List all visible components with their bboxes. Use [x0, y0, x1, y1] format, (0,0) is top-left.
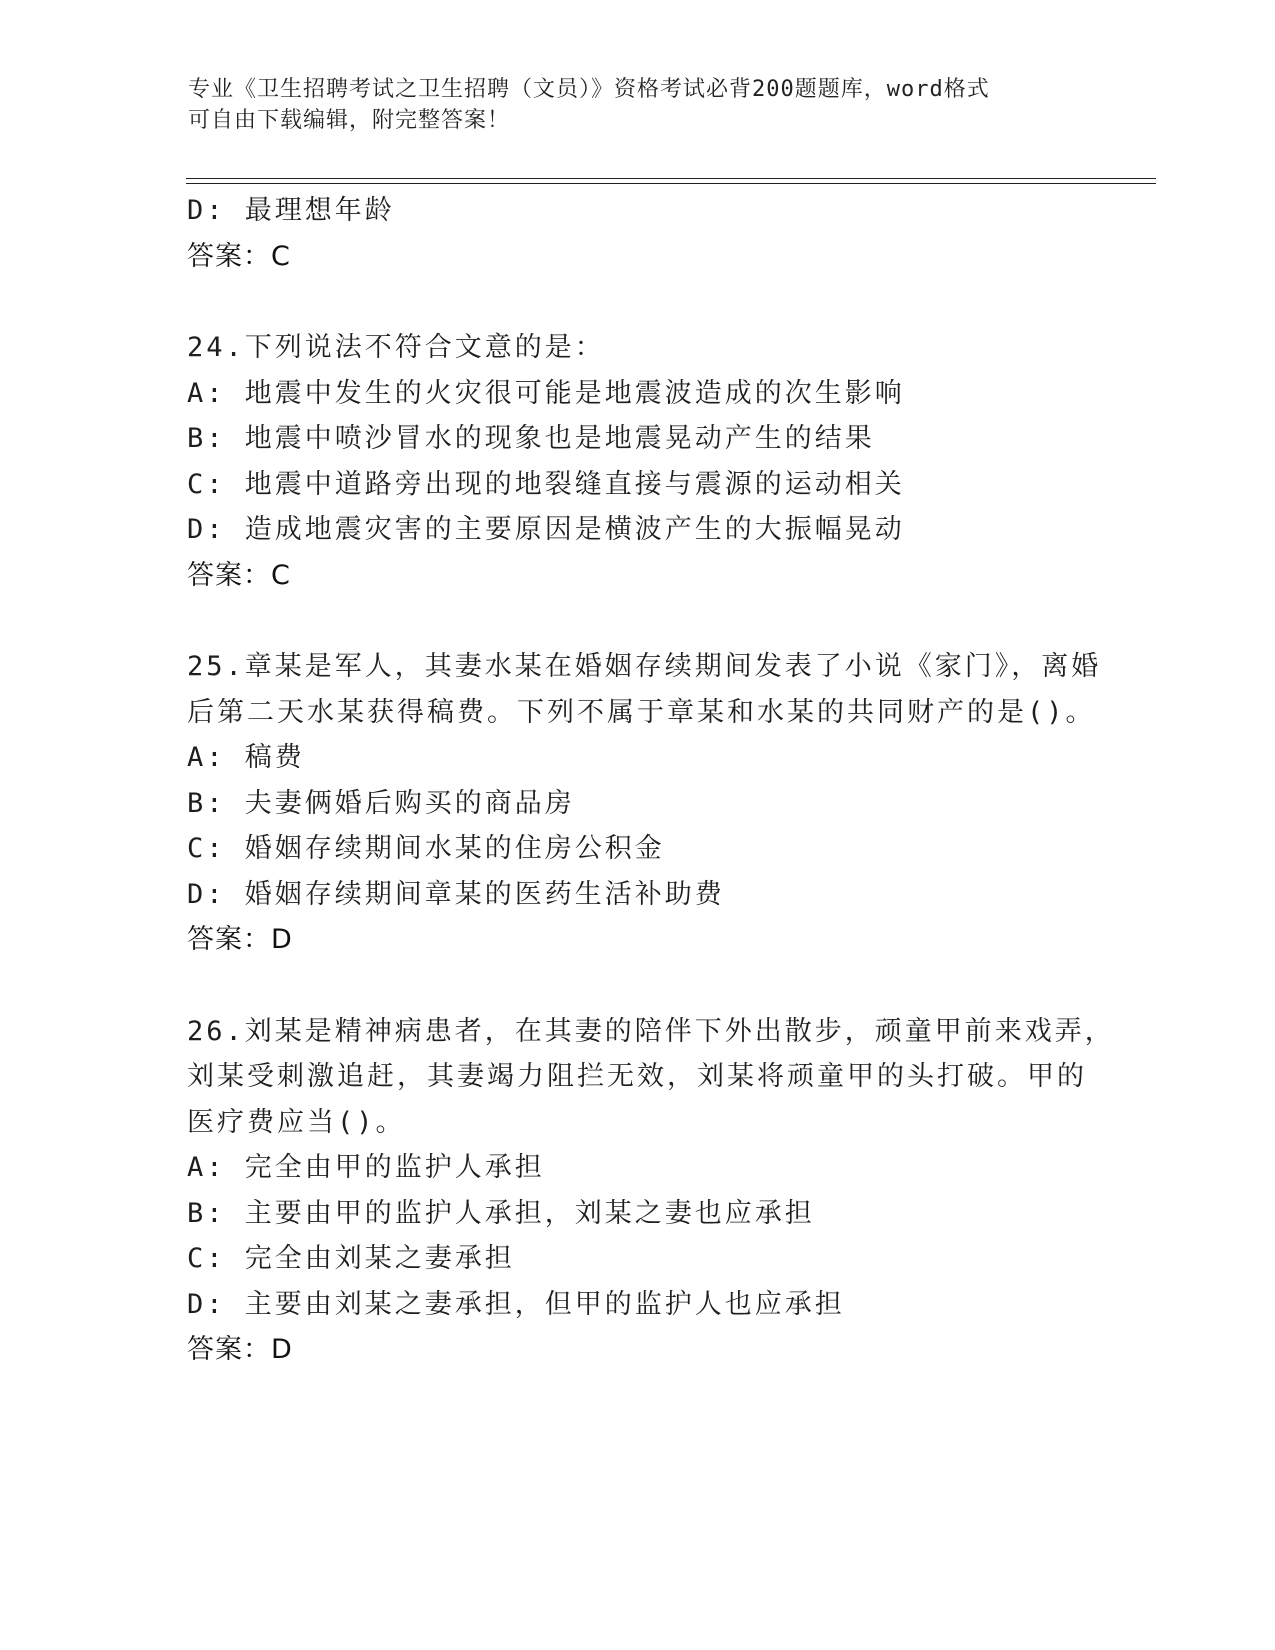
question-23-fragment — [187, 188, 1187, 279]
option-d: D: 造成地震灾害的主要原因是横波产生的大振幅晃动 — [187, 514, 905, 545]
header-line-2: 可自由下载编辑，附完整答案！ — [188, 108, 511, 133]
option-a: A: 稿费 — [187, 742, 305, 773]
header-rule-bottom — [186, 183, 1156, 184]
option-a: A: 地震中发生的火灾很可能是地震波造成的次生影响 — [187, 377, 905, 409]
question-stem-line-3: 医疗费应当()。 — [187, 1106, 406, 1138]
option-c: C: 婚姻存续期间水某的住房公积金 — [187, 833, 665, 864]
option-b: B: 主要由甲的监护人承担，刘某之妻也应承担 — [187, 1197, 815, 1229]
question-stem-line-2: 后第二天水某获得稿费。下列不属于章某和水某的共同财产的是()。 — [187, 696, 1096, 728]
spacer — [187, 963, 1187, 1009]
option-d: D: 婚姻存续期间章某的医药生活补助费 — [187, 878, 725, 910]
option-c: C: 地震中道路旁出现的地裂缝直接与震源的运动相关 — [187, 468, 905, 500]
answer-line: 答案：D — [187, 924, 293, 955]
option-c: C: 完全由刘某之妻承担 — [187, 1243, 515, 1274]
header-rule-top — [186, 178, 1156, 179]
option-a: A: 完全由甲的监护人承担 — [187, 1152, 545, 1183]
question-26 — [187, 1009, 1187, 1373]
question-stem-line-1: 26.刘某是精神病患者，在其妻的陪伴下外出散步，顽童甲前来戏弄， — [187, 1015, 1115, 1047]
document-header — [188, 74, 1088, 136]
option-b: B: 夫妻俩婚后购买的商品房 — [187, 787, 575, 819]
spacer — [187, 279, 1187, 325]
answer-line: 答案：C — [187, 559, 291, 591]
answer-line: 答案：D — [187, 1334, 293, 1365]
option-d: D: 主要由刘某之妻承担，但甲的监护人也应承担 — [187, 1288, 845, 1320]
option-b: B: 地震中喷沙冒水的现象也是地震晃动产生的结果 — [187, 423, 875, 454]
question-stem-line-2: 刘某受刺激追赶，其妻竭力阻拦无效，刘某将顽童甲的头打破。甲的 — [187, 1061, 1087, 1092]
question-24 — [187, 325, 1187, 598]
document-body — [187, 188, 1187, 1373]
question-stem: 24.下列说法不符合文意的是： — [187, 332, 605, 363]
header-line-1: 专业《卫生招聘考试之卫生招聘（文员）》资格考试必背200题题库，word格式 — [188, 77, 990, 102]
spacer — [187, 598, 1187, 644]
answer-line: 答案：C — [187, 240, 291, 272]
question-stem-line-1: 25.章某是军人，其妻水某在婚姻存续期间发表了小说《家门》，离婚 — [187, 651, 1102, 682]
question-25 — [187, 644, 1187, 963]
option-d: D: 最理想年龄 — [187, 195, 395, 226]
